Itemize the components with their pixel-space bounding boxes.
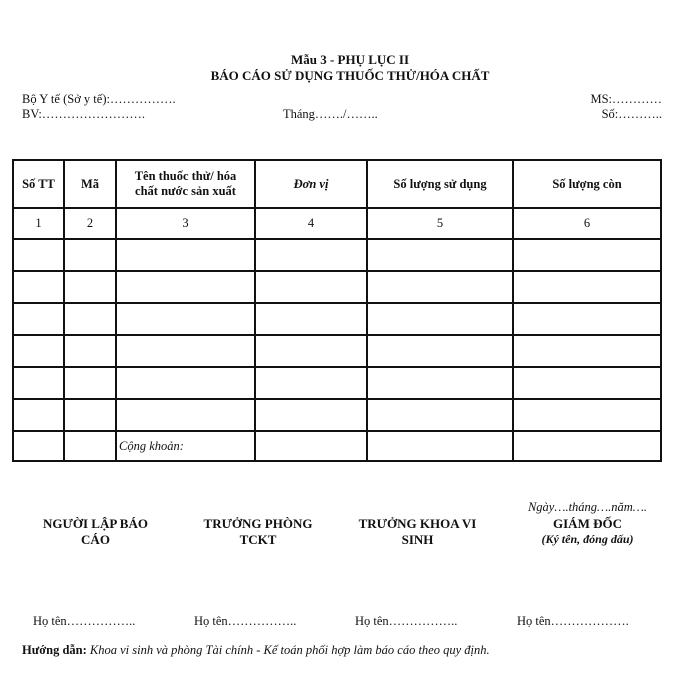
col-header-used: Số lượng sử dụng	[367, 160, 513, 208]
report-title: BÁO CÁO SỬ DỤNG THUỐC THỬ/HÓA CHẤT	[210, 68, 490, 83]
col-number: 4	[255, 208, 367, 239]
ministry-field: Bộ Y tế (Sở y tế):…………….	[22, 92, 176, 106]
table-number-row	[13, 208, 661, 239]
col-header-stt: Số TT	[13, 160, 64, 208]
col-number: 1	[13, 208, 64, 239]
accounting-head-title: TRƯỞNG PHÒNG TCKT	[203, 516, 313, 547]
preparer-title: NGƯỜI LẬP BÁO CÁO	[43, 516, 148, 547]
col-number: 2	[64, 208, 116, 239]
director-note: (Ký tên, đóng dấu)	[541, 532, 634, 546]
table-total-row	[13, 431, 661, 461]
micro-head-title: TRƯỞNG KHOA VI SINH	[358, 516, 477, 547]
table-row	[13, 303, 661, 335]
table-header-row	[13, 160, 661, 208]
col-number: 6	[513, 208, 661, 239]
director-title: GIÁM ĐỐC	[553, 516, 622, 531]
table-row	[13, 367, 661, 399]
col-number: 5	[367, 208, 513, 239]
hospital-field: BV:…………………….	[22, 107, 146, 121]
guide-text: Khoa vi sinh và phòng Tài chính - Kế toán phối hợp làm báo cáo theo quy định.	[89, 643, 490, 657]
col-header-unit: Đơn vị	[255, 160, 367, 208]
table-row	[13, 335, 661, 367]
name-line-micro: Họ tên……………..	[355, 614, 458, 628]
month-field: Tháng……./……..	[283, 107, 378, 121]
col-header-name: Tên thuốc thử/ hóa chất nước sản xuất	[116, 160, 255, 208]
usage-table	[12, 159, 662, 462]
form-code: Mẫu 3 - PHỤ LỤC II	[290, 52, 410, 67]
table-row	[13, 239, 661, 271]
guide-note	[22, 643, 490, 658]
total-label: Cộng khoản:	[116, 431, 255, 461]
signature-date: Ngày….tháng….năm….	[527, 500, 648, 514]
name-line-accounting: Họ tên……………..	[194, 614, 297, 628]
table-row	[13, 271, 661, 303]
name-line-director: Họ tên……………….	[517, 614, 629, 628]
table-row	[13, 399, 661, 431]
name-line-preparer: Họ tên……………..	[33, 614, 136, 628]
number-field: Số:………..	[601, 107, 662, 121]
col-header-remaining: Số lượng còn	[513, 160, 661, 208]
guide-label: Hướng dẫn:	[22, 643, 87, 657]
col-number: 3	[116, 208, 255, 239]
col-header-code: Mã	[64, 160, 116, 208]
ms-field: MS:…………	[590, 92, 662, 106]
